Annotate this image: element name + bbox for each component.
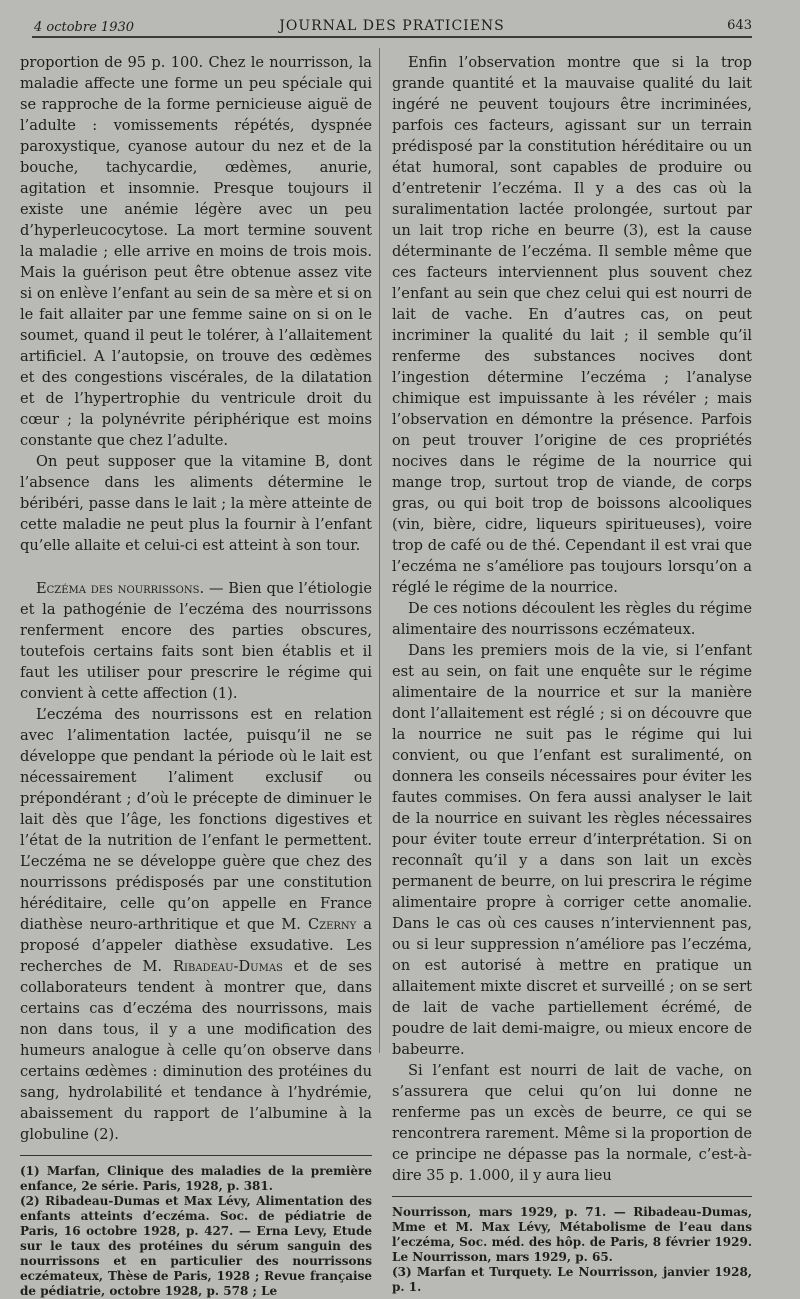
- footnote-rule: [392, 1196, 752, 1197]
- paragraph: De ces notions découlent les règles du régime alimentaire des nourrissons eczémateux.: [392, 600, 752, 638]
- column-divider: [379, 48, 380, 1053]
- left-column: [20, 52, 372, 1299]
- footnote: (1) Marfan, Clinique des maladies de la première enfance, 2e série. Paris, 1928, p. 381.: [20, 1164, 372, 1193]
- right-column: [392, 52, 752, 1295]
- footnote: (2) Ribadeau-Dumas et Max Lévy, Alimentation des enfants atteints d’eczéma. Soc. de pédiatrie de Paris, 16 octobre 1928, p. 427. — Erna Levy, Etude sur le taux des protéines du sérum sanguin des nourrissons et en particulier des nourrissons eczémateux, Thèse de Paris, 1928 ; Revue française de pédiatrie, octobre 1928, p. 578 ; Le: [20, 1194, 372, 1298]
- footnote-rule: [20, 1155, 372, 1156]
- author-name: Ribadeau-Dumas: [173, 958, 283, 975]
- footnote: (3) Marfan et Turquety. Le Nourrisson, janvier 1928, p. 1.: [392, 1265, 752, 1294]
- paragraph: Enfin l’observation montre que si la trop grande quantité et la mauvaise qualité du lait ingéré ne peuvent toujours être incriminées, parfois ces facteurs, agissant sur un terrain prédisposé par la constitution héréditaire ou un état humoral, sont capables de produire ou d’entretenir l’eczéma. Il y a des cas où la suralimentation lactée prolongée, surtout par un lait trop riche en beurre (3), est la cause déterminante de l’eczéma. Il semble même que ces facteurs interviennent plus souvent chez l’enfant au sein que chez celui qui est nourri de lait de vache. En d’autres cas, on peut incriminer la qualité du lait ; il semble qu’il renferme des substances nocives dont l’ingestion détermine l’eczéma ; l’analyse chimique est impuissante à les révéler ; mais l’observation en démontre la présence. Parfois on peut trouver l’origine de ces propriétés nocives dans le régime de la nourrice qui mange trop, surtout trop de viande, de corps gras, ou qui boit trop de boissons alcooliques (vin, bière, cidre, liqueurs spiritueuses), voire trop de café ou de thé. Cependant il est vrai que l’eczéma ne s’améliore pas toujours lorsqu’on a réglé le régime de la nourrice.: [392, 54, 752, 596]
- footnote: Nourrisson, mars 1929, p. 71. — Ribadeau-Dumas, Mme et M. Max Lévy, Métabolisme de l’eau dans l’eczéma, Soc. méd. des hôp. de Paris, 8 février 1929. Le Nourrisson, mars 1929, p. 65.: [392, 1205, 752, 1264]
- paragraph: Si l’enfant est nourri de lait de vache, on s’assurera que celui qu’on lui donne ne renferme pas un excès de beurre, ce qui se rencontrera rarement. Même si la proportion de ce principe ne dépasse pas la normale, c’est-à-dire 35 p. 1.000, il y aura lieu: [392, 1062, 752, 1184]
- paragraph: Dans les premiers mois de la vie, si l’enfant est au sein, on fait une enquête sur le régime alimentaire de la nourrice et sur la manière dont l’allaitement est réglé ; si on découvre que la nourrice ne suit pas le régime qui lui convient, ou que l’enfant est suralimenté, on donnera les conseils nécessaires pour éviter les fautes commises. On fera aussi analyser le lait de la nourrice en suivant les règles nécessaires pour éviter toute erreur d’interprétation. Si on reconnaît qu’il y a dans son lait un excès permanent de beurre, on lui prescrira le régime alimentaire propre à corriger cette anomalie. Dans le cas où ces causes n’interviennent pas, ou si leur suppression n’améliore pas l’eczéma, on est autorisé à mettre en pratique un allaitement mixte discret et surveillé ; on se sert de lait de vache partiellement écrémé, de poudre de lait demi-maigre, ou mieux encore de babeurre.: [392, 642, 752, 1058]
- journal-title: JOURNAL DES PRATICIENS: [279, 18, 505, 34]
- paragraph: On peut supposer que la vitamine B, dont l’absence dans les aliments détermine le béribéri, passe dans le lait ; la mère atteinte de cette maladie ne peut plus la fournir à l’enfant qu’elle allaite et celui-ci est atteint à son tour.: [20, 453, 372, 554]
- paragraph: proportion de 95 p. 100. Chez le nourrisson, la maladie affecte une forme un peu spéciale qui se rapproche de la forme pernicieuse aiguë de l’adulte : vomissements répétés, dyspnée paroxystique, cyanose autour du nez et de la bouche, tachycardie, œdèmes, anurie, agitation et insomnie. Presque toujours il existe une anémie légère avec un peu d’hyperleucocytose. La mort termine souvent la maladie ; elle arrive en moins de trois mois. Mais la guérison peut être obtenue assez vite si on enlève l’enfant au sein de sa mère et si on le fait allaiter par une femme saine on si on le soumet, quand il peut le tolérer, à l’allaitement artificiel. A l’autopsie, on trouve des œdèmes et des congestions viscérales, de la dilatation et de l’hypertrophie du ventricule droit du cœur ; la polynévrite périphérique est moins constante que chez l’adulte.: [20, 54, 372, 449]
- section-heading: Eczéma des nourrissons.: [36, 580, 205, 597]
- author-name: Czerny: [307, 916, 357, 933]
- paragraph: Eczéma des nourrissons. — Bien que l’étiologie et la pathogénie de l’eczéma des nourrissons renferment encore des parties obscures, toutefois certains faits sont bien établis et il faut les utiliser pour prescrire le régime qui convient à cette affection (1).: [20, 580, 372, 702]
- running-header: [32, 14, 752, 38]
- page-number: 643: [727, 18, 752, 33]
- issue-date: 4 octobre 1930: [34, 20, 135, 35]
- paragraph: L’eczéma des nourrissons est en relation avec l’alimentation lactée, puisqu’il ne se développe que pendant la période où le lait est nécessairement l’aliment exclusif ou prépondérant ; d’où le précepte de diminuer le lait dès que l’âge, les fonctions digestives et l’état de la nutrition de l’enfant le permettent. L’eczéma ne se développe guère que chez des nourrissons prédisposés par une constitution héréditaire, celle qu’on appelle en France diathèse neuro-arthritique et que M. Czerny a proposé d’appeler diathèse exsudative. Les recherches de M. Ribadeau-Dumas et de ses collaborateurs tendent à montrer que, dans certains cas d’eczéma des nourrissons, mais non dans tous, il y a une modification des humeurs analogue à celle qu’on observe dans certains œdèmes : diminution des protéines du sang, hydrolabilité et tendance à l’hydrémie, abaissement du rapport de l’albumine à la globuline (2).: [20, 706, 372, 1143]
